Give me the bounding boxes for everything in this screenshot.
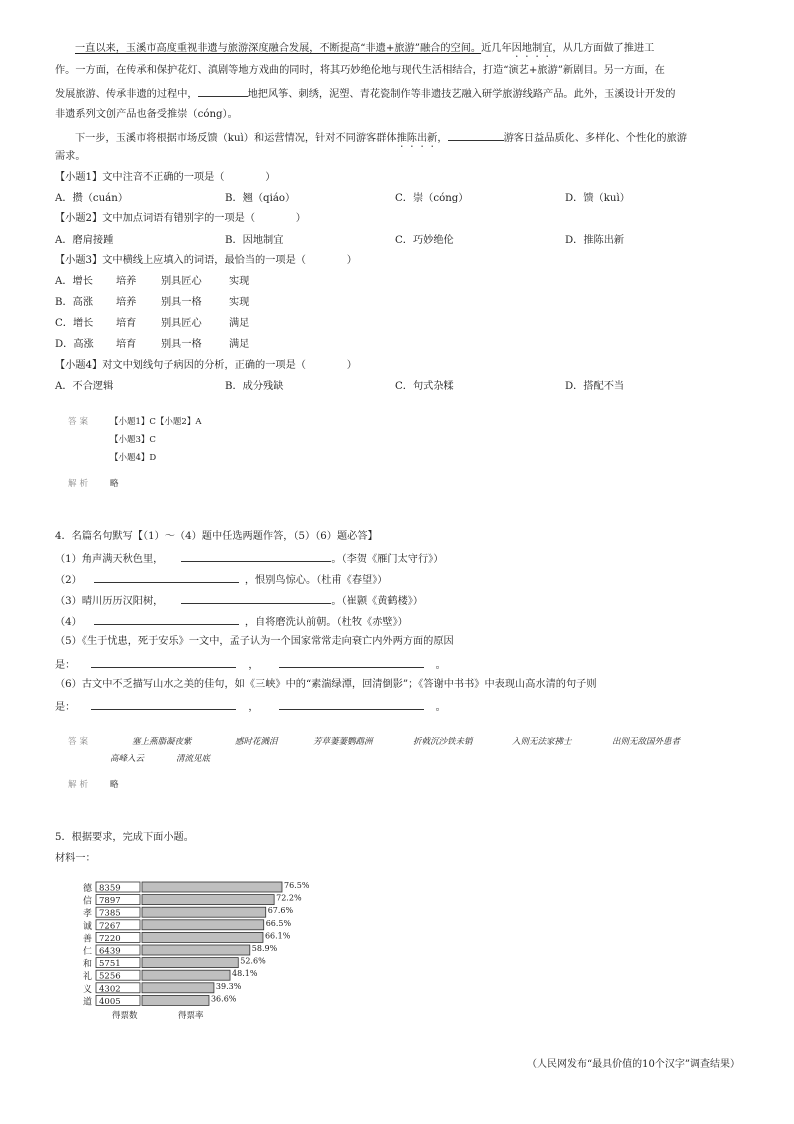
rate-label: 39.3% (215, 981, 242, 991)
poem-question-title: 4．名篇名句默写【（1）～（4）题中任选两题作答，（5）（6）题必答】 (55, 531, 378, 542)
answer2-item-1: 塞上燕脂凝夜紫 (132, 737, 192, 747)
q2-option-b: B．因地制宜 (225, 235, 284, 246)
rate-bar (142, 970, 230, 980)
vote-count: 7220 (99, 933, 121, 944)
bar-chart-svg (80, 878, 310, 1048)
rate-bar (142, 882, 282, 892)
vote-count: 5256 (99, 971, 121, 982)
chart-source: （人民网发布“最具价值的10个汉字”调查结果） (527, 1059, 740, 1070)
vote-count: 5751 (99, 959, 121, 970)
underlined-sentence: 一直以来，玉溪市高度重视非遗与旅游深度融合发展，不断提高“非遗+旅游”融合的空间。 (75, 43, 482, 54)
passage-line-1: 一直以来，玉溪市高度重视非遗与旅游深度融合发展，不断提高“非遗+旅游”融合的空间。近几年因地制宜，从几方面做了推进工 (75, 43, 655, 54)
poem-line-5: （5）《生于忧患，死于安乐》一文中，孟子认为一个国家常常走向衰亡内外两方面的原因 (55, 636, 454, 647)
bar-chart (80, 878, 310, 1048)
vote-count: 7267 (99, 921, 121, 932)
category-label: 信 (83, 896, 93, 907)
rate-bar (142, 920, 264, 930)
answer1-line-3: 【小题4】D (110, 453, 157, 463)
rate-label: 72.2% (276, 893, 302, 903)
dotted-word: 因地制宜 (511, 43, 553, 54)
analysis-label-2: 解析 (68, 780, 92, 790)
category-label: 诚 (83, 921, 93, 932)
answer2-item-3: 芳草萋萋鹦鹉洲 (313, 737, 373, 747)
rate-label: 52.6% (240, 956, 266, 966)
answer2-item-6: 出则无敌国外患者 (612, 737, 681, 747)
q4-option-a: A．不合逻辑 (55, 381, 114, 392)
category-label: 孝 (83, 909, 93, 920)
q3-a-1: A．增长 (55, 276, 93, 287)
q3-d-2: 培育 (116, 339, 137, 350)
poem-line-1: （1）角声满天秋色里， 。（李贺《雁门太守行》） (55, 551, 443, 567)
poem-line-4: （4） ，自将磨洗认前朝。（杜牧《赤壁》） (55, 614, 408, 630)
rate-label: 36.6% (210, 994, 237, 1004)
rate-bar (142, 945, 250, 955)
passage-line-5: 下一步，玉溪市将根据市场反馈（kuì）和运营情况，针对不同游客群体推陈出新， 游客日益品质化、多样化、个性化的旅游 (75, 130, 687, 150)
category-label: 仁 (83, 947, 93, 957)
q3-a-2: 培养 (116, 276, 137, 287)
poem-blank-1 (181, 551, 331, 562)
q5-title: 5．根据要求，完成下面小题。 (55, 832, 194, 843)
q1-option-a: A．攒（cuán） (55, 193, 129, 204)
q3-b-2: 培养 (116, 297, 137, 308)
rate-label: 48.1% (232, 969, 258, 979)
rate-label: 67.6% (267, 906, 294, 916)
passage-line-2: 作。一方面，在传承和保护花灯、滇剧等地方戏曲的同时，将其巧妙绝伦地与现代生活相结合，打造“演艺+旅游”新剧目。另一方面，在 (55, 65, 665, 76)
q1-option-c: C．崇（cóng） (395, 193, 469, 204)
poem-blank-5b (279, 657, 424, 668)
rate-label: 76.5% (284, 881, 310, 890)
rate-bar (142, 895, 274, 905)
dotted-word-2: 推陈出新 (396, 133, 438, 144)
poem-blank-5a (91, 657, 236, 668)
poem-line-6: （6）古文中不乏描写山水之美的佳句，如《三峡》中的“素湍绿潭，回清倒影”；《答谢中书书》中表现山高水清的句子则 (55, 679, 597, 690)
poem-blank-6b (279, 699, 424, 710)
q3-c-2: 培育 (116, 318, 137, 329)
q3-c-4: 满足 (229, 318, 250, 329)
rate-bar (142, 932, 263, 942)
q2-option-a: A．磨肩接踵 (55, 235, 114, 246)
q3-a-3: 别具匠心 (161, 276, 202, 287)
analysis-1: 略 (110, 479, 119, 489)
q2-option-c: C．巧妙绝伦 (395, 235, 454, 246)
blank-2 (448, 130, 504, 141)
q3-a-4: 实现 (229, 276, 250, 287)
poem-blank-3 (181, 593, 331, 604)
q3-d-3: 别具一格 (161, 339, 202, 350)
answer2-item-5: 入则无法家拂士 (512, 737, 572, 747)
q3-c-3: 别具匠心 (161, 318, 202, 329)
passage-line-3: 发展旅游、传承非遗的过程中， 地把风筝、刺绣，泥塑、青花瓷制作等非遗技艺融入研学旅游线路产品。此外，玉溪设计开发的 (55, 86, 676, 102)
rate-bar (142, 995, 209, 1005)
rate-label: 66.5% (265, 918, 292, 928)
passage-line-6: 需求。 (55, 151, 86, 162)
q5-material: 材料一： (55, 853, 96, 864)
q1-option-d: D．馈（kuì） (565, 193, 630, 204)
analysis-label-1: 解析 (68, 479, 92, 489)
vote-count: 6439 (99, 946, 121, 957)
category-label: 善 (83, 934, 93, 945)
q3-b-3: 别具一格 (161, 297, 202, 308)
x-axis-label-left: 得票数 (112, 1011, 138, 1021)
q1-option-b: B．翘（qiáo） (225, 193, 296, 204)
q2-option-d: D．推陈出新 (565, 235, 625, 246)
rate-bar (142, 983, 214, 993)
poem-line-6b: 是： ， 。 (55, 699, 446, 715)
poem-blank-2 (94, 572, 239, 583)
vote-count: 7385 (99, 908, 121, 919)
x-axis-label-right: 得票率 (178, 1011, 204, 1021)
analysis-2: 略 (110, 780, 119, 790)
category-label: 德 (83, 884, 93, 894)
q3-b-1: B．高涨 (55, 297, 94, 308)
answer2-item-7: 高峰入云 (110, 754, 145, 764)
answer2-item-2: 感时花溅泪 (235, 737, 278, 747)
poem-blank-6a (91, 699, 236, 710)
q3-d-1: D．高涨 (55, 339, 94, 350)
vote-count: 8359 (99, 883, 121, 894)
passage-line-4: 非遗系列文创产品也备受推崇（cóng）。 (55, 109, 238, 120)
q2-stem: 【小题2】文中加点词语有错别字的一项是（ ） (55, 213, 306, 224)
q3-c-1: C．增长 (55, 318, 94, 329)
answer2-item-8: 清流见底 (176, 754, 211, 764)
poem-line-3: （3）晴川历历汉阳树， 。（崔颢《黄鹤楼》） (55, 593, 423, 609)
poem-blank-4 (94, 614, 239, 625)
category-label: 道 (83, 997, 93, 1008)
category-label: 礼 (83, 972, 93, 983)
rate-label: 58.9% (251, 944, 278, 953)
q4-option-b: B．成分残缺 (225, 381, 284, 392)
vote-count: 4302 (99, 984, 121, 995)
category-label: 和 (83, 959, 93, 970)
vote-count: 4005 (99, 996, 121, 1007)
poem-line-5b: 是： ， 。 (55, 657, 446, 673)
q3-stem: 【小题3】文中横线上应填入的词语，最恰当的一项是（ ） (55, 255, 357, 266)
answer-label-1: 答案 (68, 417, 92, 427)
vote-count: 7897 (99, 896, 121, 907)
poem-line-2: （2） ，恨别鸟惊心。（杜甫《春望》） (55, 572, 387, 588)
rate-bar (142, 907, 266, 917)
q3-b-4: 实现 (229, 297, 250, 308)
q3-d-4: 满足 (229, 339, 250, 350)
q1-stem: 【小题1】文中注音不正确的一项是（ ） (55, 172, 276, 183)
q4-stem: 【小题4】对文中划线句子病因的分析，正确的一项是（ ） (55, 360, 357, 371)
blank-1 (198, 86, 248, 97)
q4-option-c: C．句式杂糅 (395, 381, 454, 392)
q4-option-d: D．搭配不当 (565, 381, 625, 392)
category-label: 义 (83, 984, 93, 995)
rate-bar (142, 958, 238, 968)
answer-label-2: 答案 (68, 737, 92, 747)
rate-label: 66.1% (264, 931, 291, 941)
answer1-line-2: 【小题3】C (110, 435, 156, 445)
answer2-item-4: 折戟沉沙铁未销 (413, 737, 473, 747)
answer1-line-1: 【小题1】C【小题2】A (110, 417, 202, 427)
